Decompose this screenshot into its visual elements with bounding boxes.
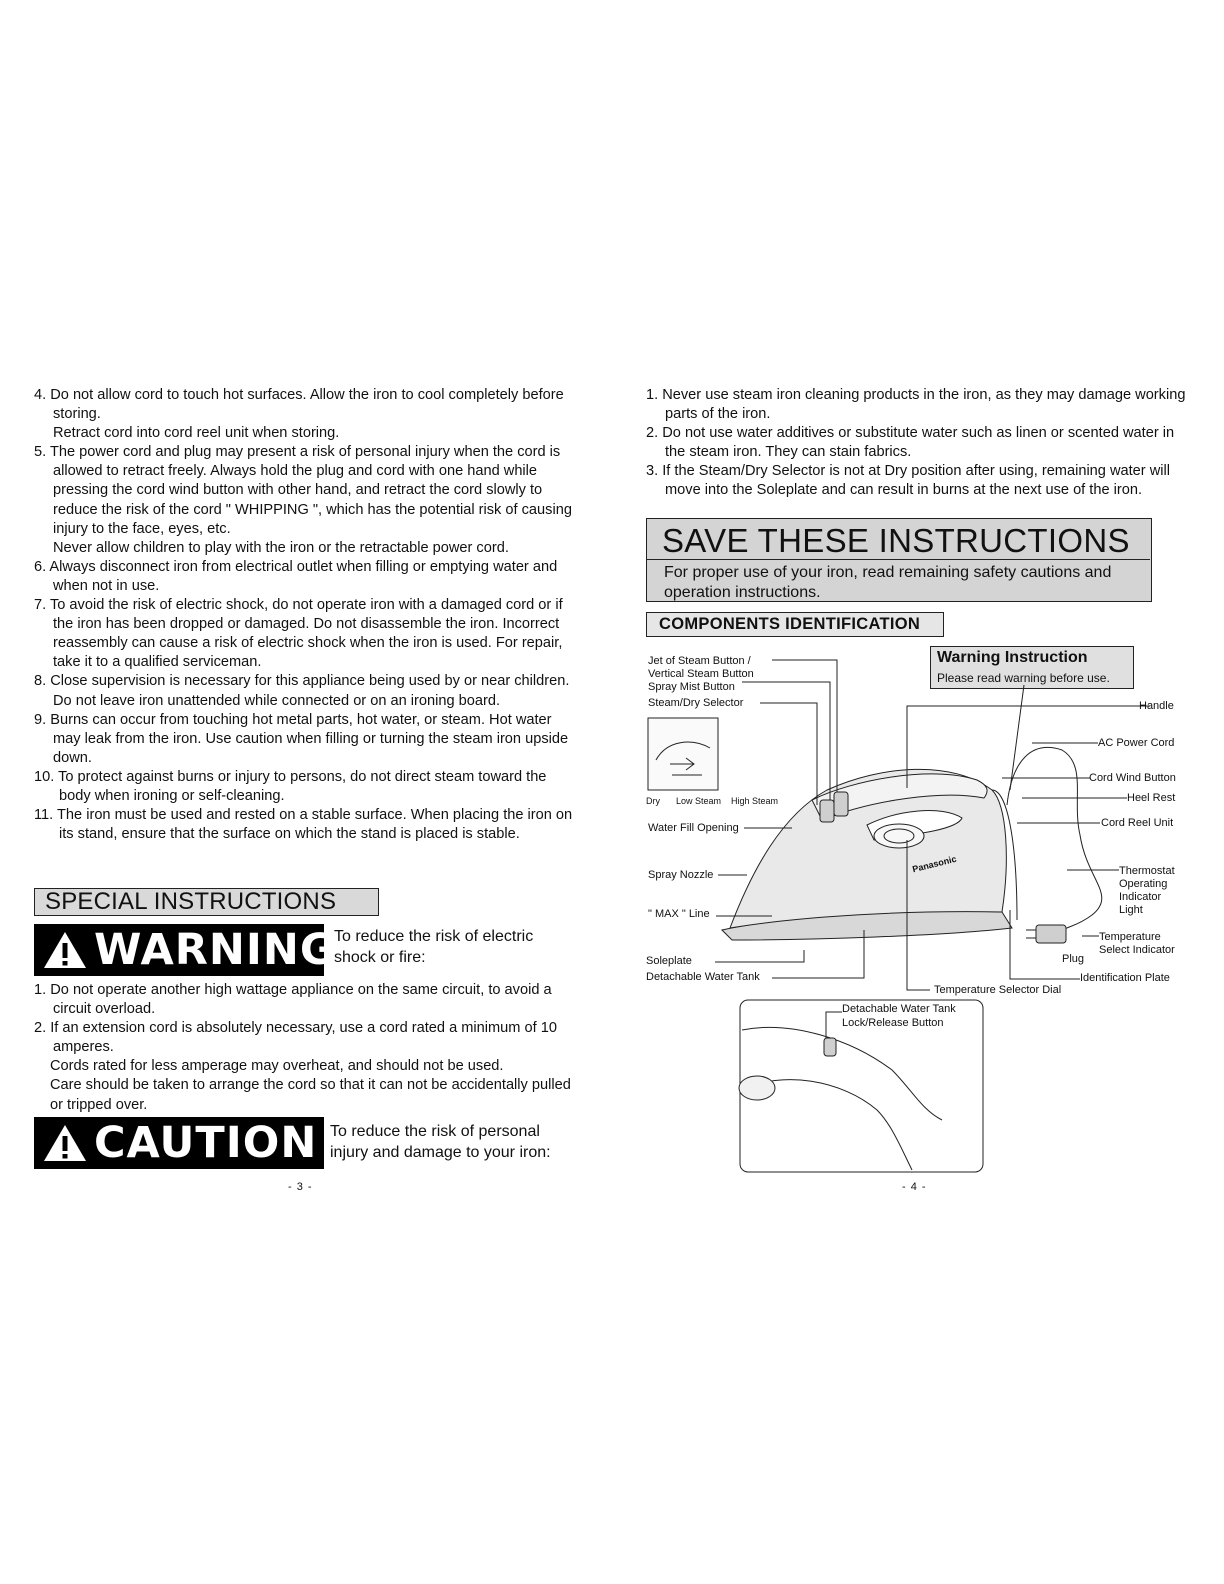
label-temp-select: Temperature Select Indicator xyxy=(1099,931,1175,956)
list-item: 11. The iron must be used and rested on a stable surface. When placing the iron on its stand, ensure that the surface on which the stand is placed is stable. xyxy=(34,807,573,843)
caution-message: To reduce the risk of personal injury and damage to your iron: xyxy=(330,1123,551,1161)
save-instructions-strip xyxy=(647,559,1150,601)
safety-list-continued xyxy=(34,386,579,844)
label-heel-rest: Heel Rest xyxy=(1127,792,1176,804)
label-steam-dry: Steam/Dry Selector xyxy=(648,697,744,709)
label-plug: Plug xyxy=(1062,953,1085,965)
page-right xyxy=(612,0,1224,1584)
warning-word: WARNING xyxy=(94,925,337,975)
label-temp-dial: Temperature Selector Dial xyxy=(934,984,1062,996)
label-dry: Dry xyxy=(646,796,660,806)
safety-list-end xyxy=(646,386,1196,501)
label-ac-cord: AC Power Cord xyxy=(1098,737,1175,749)
label-handle: Handle xyxy=(1139,700,1174,712)
caution-triangle-icon xyxy=(42,1123,88,1163)
caution-signal xyxy=(34,1117,324,1169)
label-spray-nozzle: Spray Nozzle xyxy=(648,869,714,881)
brand-logo: Panasonic xyxy=(911,853,958,875)
caution-word: CAUTION xyxy=(94,1118,318,1168)
list-item: 4. Do not allow cord to touch hot surfaces. Allow the iron to cool completely before storing. xyxy=(34,387,564,423)
list-item: 2. If an extension cord is absolutely necessary, use a cord rated a minimum of 10 amperes. xyxy=(34,1020,557,1056)
label-high-steam: High Steam xyxy=(731,796,779,806)
label-max-line: " MAX " Line xyxy=(648,908,710,920)
list-item-note: Cords rated for less amperage may overheat, and should not be used. xyxy=(50,1058,504,1075)
iron-diagram xyxy=(612,640,1224,1200)
label-soleplate: Soleplate xyxy=(646,955,692,967)
list-item: 6. Always disconnect iron from electrical outlet when filling or emptying water and when not in use. xyxy=(34,558,558,594)
warning-triangle-icon xyxy=(42,930,88,970)
list-item: 9. Burns can occur from touching hot metal parts, hot water, or steam. Hot water may leak from the iron. Use caution when filling or turning the steam iron upside down. xyxy=(34,711,569,766)
label-cord-wind: Cord Wind Button xyxy=(1089,772,1176,784)
list-item: 5. The power cord and plug may present a risk of personal injury when the cord is allowed to retract freely. Always hold the plug and cord with one hand while pressing the cord wind button with other hand, and retract the cord slowly to reduce the risk of the cord " WHIPPING ", which has the potential risk of causing injury to the face, eyes, etc. xyxy=(34,444,572,537)
label-tank-release-1: Detachable Water Tank xyxy=(842,1003,956,1015)
save-instructions-box xyxy=(646,518,1152,602)
components-heading: COMPONENTS IDENTIFICATION xyxy=(646,612,944,637)
list-item: 2. Do not use water additives or substitute water such as linen or scented water in the steam iron. They can stain fabrics. xyxy=(646,425,1175,461)
save-instructions-text: For proper use of your iron, read remaining safety cautions and operation instructions. xyxy=(664,564,1112,601)
label-vertical-steam: Vertical Steam Button xyxy=(648,668,754,680)
warning-signal xyxy=(34,924,337,976)
save-instructions-heading: SAVE THESE INSTRUCTIONS xyxy=(662,522,1130,559)
label-water-tank: Detachable Water Tank xyxy=(646,971,760,983)
list-item-note: Retract cord into cord reel unit when storing. xyxy=(53,425,340,442)
label-spray-mist: Spray Mist Button xyxy=(648,681,735,693)
list-item-note: Care should be taken to arrange the cord so that it can not be accidentally pulled or tripped over. xyxy=(50,1077,571,1113)
list-item: 7. To avoid the risk of electric shock, do not operate iron with a damaged cord or if the iron has been dropped or damaged. Do not disassemble the iron. Incorrect reassembly can cause a risk of electric shock when the iron is used. For repair, take it to a qualified serviceman. xyxy=(34,597,563,671)
label-low-steam: Low Steam xyxy=(676,796,722,806)
label-jet-steam: Jet of Steam Button / xyxy=(648,655,751,667)
list-item: 8. Close supervision is necessary for this appliance being used by or near children. Do not leave iron unattended while connected or on an ironing board. xyxy=(34,673,570,709)
list-item-note: Never allow children to play with the iron or the retractable power cord. xyxy=(53,539,509,556)
label-tank-release-2: Lock/Release Button xyxy=(842,1017,944,1029)
page-number: - 4 - xyxy=(902,1181,927,1193)
list-item: 1. Do not operate another high wattage appliance on the same circuit, to avoid a circuit overload. xyxy=(34,982,552,1018)
page-number: - 3 - xyxy=(288,1181,313,1193)
list-item: 3. If the Steam/Dry Selector is not at Dry position after using, remaining water will move into the Soleplate and can result in burns at the next use of the iron. xyxy=(646,463,1170,499)
label-cord-reel: Cord Reel Unit xyxy=(1101,817,1174,829)
warning-instruction-text: Please read warning before use. xyxy=(937,671,1110,685)
special-instructions-list xyxy=(34,981,579,1115)
warning-message: To reduce the risk of electric shock or fire: xyxy=(334,928,534,966)
warning-instruction-title: Warning Instruction xyxy=(937,649,1088,666)
label-thermostat: Thermostat Operating Indicator Light xyxy=(1119,865,1175,916)
label-water-fill: Water Fill Opening xyxy=(648,822,739,834)
list-item: 10. To protect against burns or injury to persons, do not direct steam toward the body when ironing or self-cleaning. xyxy=(34,768,547,804)
list-item: 1. Never use steam iron cleaning products in the iron, as they may damage working parts of the iron. xyxy=(646,387,1186,423)
label-id-plate: Identification Plate xyxy=(1080,972,1170,984)
special-instructions-heading: SPECIAL INSTRUCTIONS xyxy=(34,888,379,916)
